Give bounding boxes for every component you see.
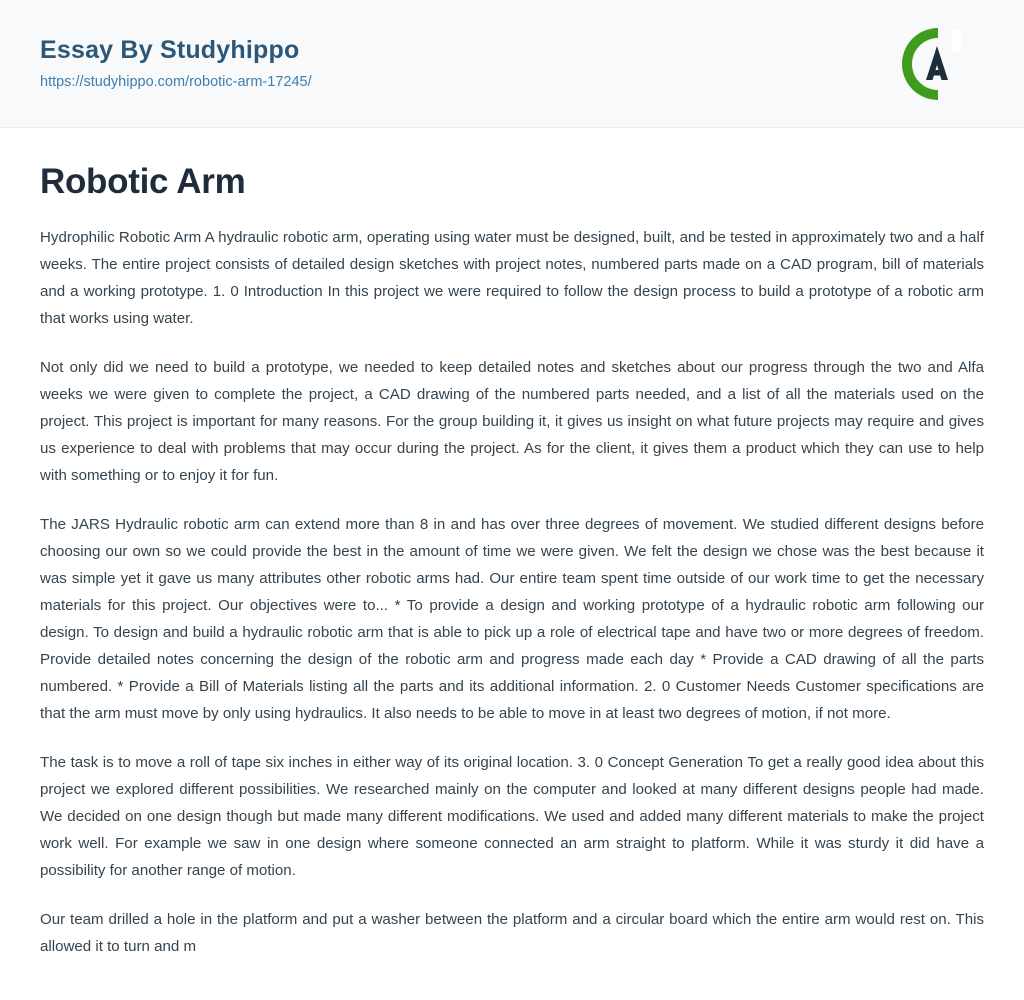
page-title: Robotic Arm	[40, 162, 246, 201]
article-paragraph: Not only did we need to build a prototype, we needed to keep detailed notes and sketches about our progress through the two and Alfa weeks we were given to complete the project, a CAD drawing of the numbered parts needed, and a list of all the materials used on the project. This project is important for many reasons. For the group building it, it gives us insight on what future projects may require and gives us experience to deal with problems that may occur during the project. As for the client, it gives them a product which they can use to help with something or to enjoy it for fun.	[40, 359, 984, 484]
site-title: Essay By Studyhippo	[40, 35, 300, 64]
source-url-link[interactable]: https://studyhippo.com/robotic-arm-17245/	[40, 73, 312, 90]
article-body	[0, 128, 1024, 1000]
article-paragraph: The JARS Hydraulic robotic arm can extend more than 8 in and has over three degrees of movement. We studied different designs before choosing our own so we could provide the best in the amount of time we were given. We felt the design we chose was the best because it was simple yet it gave us many attributes other robotic arms had. Our entire team spent time outside of our work time to get the necessary materials for this project. Our objectives were to... * To provide a design and working prototype of a hydraulic robotic arm following our design. To design and build a hydraulic robotic arm that is able to pick up a role of electrical tape and have two or more degrees of freedom. Provide detailed notes concerning the design of the robotic arm and progress made each day * Provide a CAD drawing of all the parts numbered. * Provide a Bill of Materials listing all the parts and its additional information. 2. 0 Customer Needs Customer specifications are that the arm must move by only using hydraulics. It also needs to be able to move in at least two degrees of motion, if not more.	[40, 516, 984, 722]
article-paragraph: Our team drilled a hole in the platform and put a washer between the platform and a circular board which the entire arm would rest on. This allowed it to turn and m	[40, 911, 984, 955]
header-brand-block	[40, 35, 312, 90]
studyhippo-a-logo-icon[interactable]	[896, 22, 980, 106]
article-paragraph: Hydrophilic Robotic Arm A hydraulic robotic arm, operating using water must be designed, built, and be tested in approximately two and a half weeks. The entire project consists of detailed design sketches with project notes, numbered parts made on a CAD program, bill of materials and a working prototype. 1. 0 Introduction In this project we were required to follow the design process to build a prototype of a robotic arm that works using water.	[40, 229, 984, 327]
page-header	[0, 0, 1024, 128]
article-paragraph: The task is to move a roll of tape six inches in either way of its original location. 3. 0 Concept Generation To get a really good idea about this project we explored different possibilities. We researched mainly on the computer and looked at many different designs people had made. We decided on one design though but made many different modifications. We used and added many different materials to make the project work well. For example we saw in one design where someone connected an arm straight to platform. While it was sturdy it did have a possibility for another range of motion.	[40, 754, 984, 879]
